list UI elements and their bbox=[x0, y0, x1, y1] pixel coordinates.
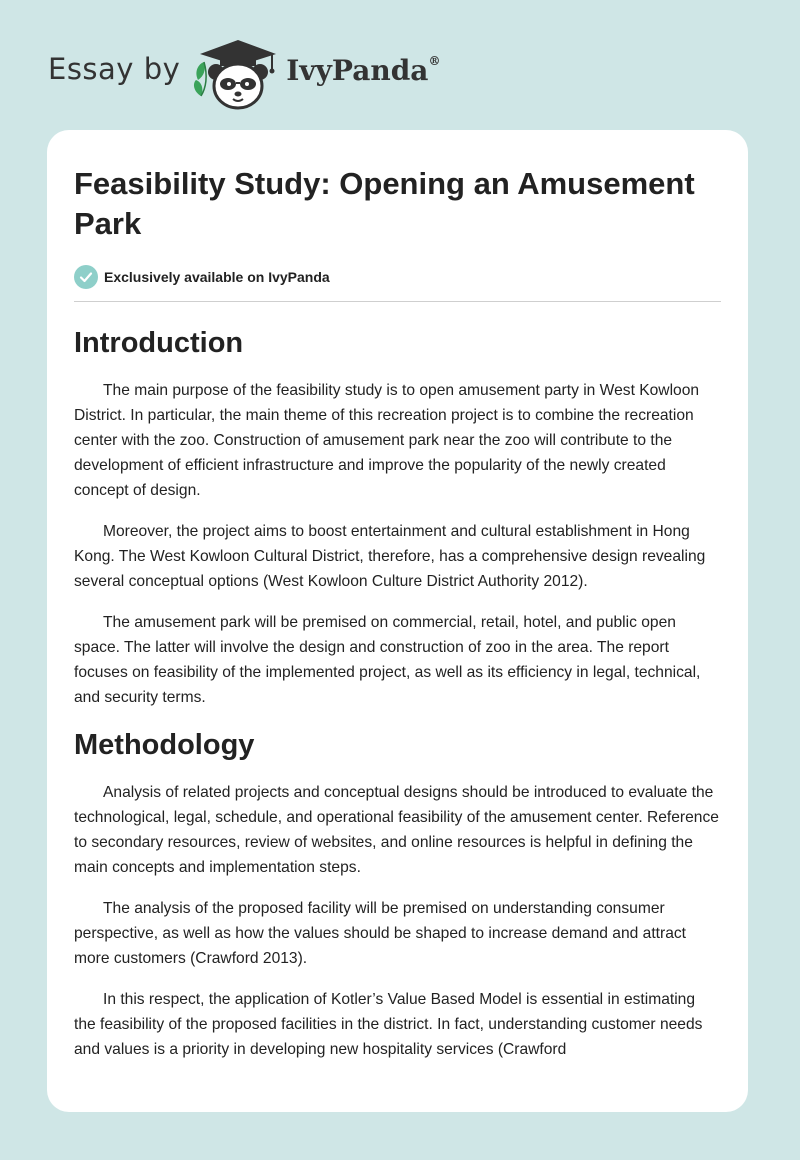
section-heading: Methodology bbox=[74, 729, 255, 761]
essay-card bbox=[47, 130, 748, 1112]
brand-name[interactable] bbox=[286, 54, 440, 87]
paragraph: The analysis of the proposed facility will be premised on understanding consumer perspective, as well as how the values should be shaped to increase demand and attract more customers (Crawford 2013). bbox=[74, 900, 686, 967]
checkmark-icon bbox=[74, 265, 98, 289]
title-divider bbox=[74, 301, 721, 302]
paragraph: The amusement park will be premised on commercial, retail, hotel, and public open space. The latter will involve the design and construction of zoo in the area. The report focuses on feasibility of the implemented project, as well as its efficiency in legal, technical, and security terms. bbox=[74, 614, 701, 706]
essay-by-label: Essay by bbox=[48, 52, 181, 86]
brand-text: IvyPanda bbox=[286, 53, 429, 87]
section-heading: Introduction bbox=[74, 327, 244, 359]
paragraph: In this respect, the application of Kotler’s Value Based Model is essential in estimating the feasibility of the proposed facilities in the district. In fact, understanding customer needs and values is a priority in developing new hospitality services (Crawford bbox=[74, 991, 703, 1058]
registered-mark: ® bbox=[428, 54, 441, 69]
section-methodology bbox=[74, 726, 721, 1062]
exclusive-badge bbox=[74, 265, 721, 289]
site-header bbox=[48, 34, 440, 114]
exclusive-label: Exclusively available on IvyPanda bbox=[104, 269, 330, 285]
paragraph: The main purpose of the feasibility study is to open amusement party in West Kowloon District. In particular, the main theme of this recreation project is to combine the recreation center with the zoo. Construction of amusement park near the zoo will contribute to the development of efficient infrastructure and improve the popularity of the newly created concept of design. bbox=[74, 382, 700, 499]
section-introduction bbox=[74, 324, 721, 710]
paragraph: Moreover, the project aims to boost entertainment and cultural establishment in Hong Kong. The West Kowloon Cultural District, therefore, has a comprehensive design revealing several conceptual options (West Kowloon Culture District Authority 2012). bbox=[74, 523, 706, 590]
essay-title: Feasibility Study: Opening an Amusement Park bbox=[74, 166, 695, 241]
panda-graduate-icon[interactable] bbox=[192, 36, 284, 112]
paragraph: Analysis of related projects and conceptual designs should be introduced to evaluate the technological, legal, schedule, and operational feasibility of the amusement center. Reference to secondary resources, review of websites, and online resources is helpful in defining the main concepts and implementation steps. bbox=[74, 784, 719, 876]
